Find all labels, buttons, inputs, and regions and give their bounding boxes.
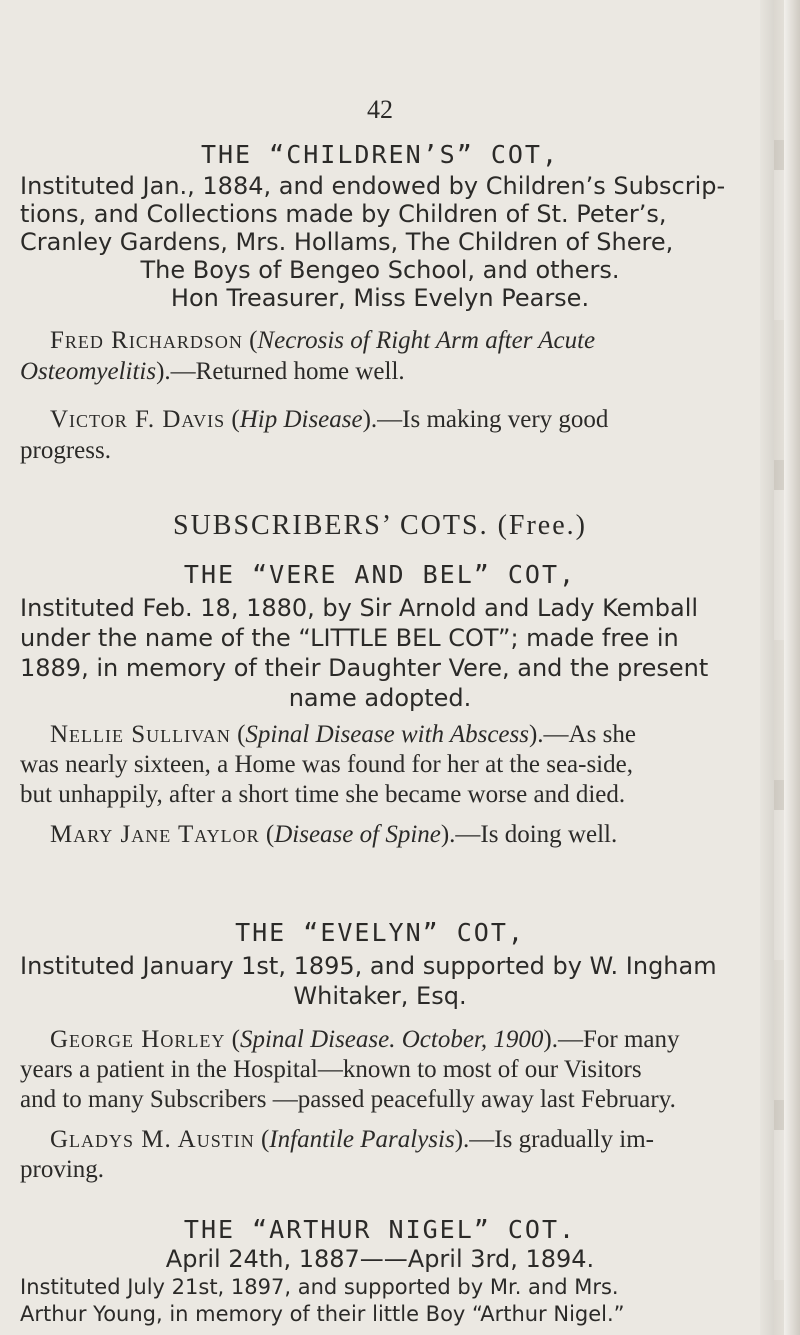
instituted-line: Instituted January 1st, 1895, and supported by W. Ingham: [20, 952, 717, 980]
treasurer-line: Hon Treasurer, Miss Evelyn Pearse.: [170, 284, 590, 312]
patient-entry-cont: and to many Subscribers —passed peacefully away last February.: [20, 1086, 676, 1113]
page-number: 42: [367, 95, 393, 124]
instituted-line: 1889, in memory of their Daughter Vere, and the present: [20, 654, 709, 682]
patient-entry: Victor F. Davis (Hip Disease).—Is making very good: [50, 406, 609, 433]
patient-entry: Nellie Sullivan (Spinal Disease with Abscess).—As she: [50, 721, 636, 748]
instituted-line: Instituted July 21st, 1897, and supported by Mr. and Mrs.: [20, 1275, 619, 1299]
instituted-line: Cranley Gardens, Mrs. Hollams, The Children of Shere,: [20, 228, 674, 256]
instituted-line: name adopted.: [288, 684, 472, 712]
patient-entry-cont: progress.: [20, 437, 111, 464]
section-heading-arthur-nigel-cot: THE “ARTHUR NIGEL” COT.: [183, 1215, 577, 1244]
patient-entry: Gladys M. Austin (Infantile Paralysis).—Is gradually im-: [50, 1126, 654, 1153]
instituted-line: Arthur Young, in memory of their little Boy “Arthur Nigel.”: [20, 1302, 625, 1326]
patient-entry: Mary Jane Taylor (Disease of Spine).—Is doing well.: [50, 821, 618, 848]
patient-entry: Fred Richardson (Necrosis of Right Arm after Acute: [50, 327, 596, 354]
instituted-line: Instituted Feb. 18, 1880, by Sir Arnold and Lady Kemball: [20, 594, 699, 622]
patient-entry-cont: years a patient in the Hospital—known to most of our Visitors: [20, 1056, 642, 1083]
instituted-line: tions, and Collections made by Children of St. Peter’s,: [20, 200, 667, 228]
instituted-line: Whitaker, Esq.: [293, 982, 467, 1010]
section-heading-vere-cot: THE “VERE AND BEL” COT,: [183, 560, 577, 589]
page-edge: [760, 0, 800, 1335]
patient-entry-cont: was nearly sixteen, a Home was found for her at the sea-side,: [20, 751, 633, 778]
instituted-line: under the name of the “LITTLE BEL COT”; made free in: [20, 624, 679, 652]
section-heading-childrens-cot: THE “CHILDREN’S” COT,: [200, 140, 560, 169]
patient-entry: George Horley (Spinal Disease. October, 1900).—For many: [50, 1026, 680, 1053]
subscribers-cots-heading: SUBSCRIBERS’ COTS. (Free.): [173, 510, 587, 541]
dates-line: April 24th, 1887——April 3rd, 1894.: [165, 1245, 595, 1273]
patient-entry-cont: but unhappily, after a short time she became worse and died.: [20, 781, 626, 808]
patient-entry-cont: proving.: [20, 1156, 105, 1183]
instituted-line: The Boys of Bengeo School, and others.: [140, 256, 620, 284]
patient-entry-cont: Osteomyelitis).—Returned home well.: [20, 358, 405, 385]
section-heading-evelyn-cot: THE “EVELYN” COT,: [235, 918, 525, 947]
instituted-line: Instituted Jan., 1884, and endowed by Children’s Subscrip-: [20, 172, 726, 200]
